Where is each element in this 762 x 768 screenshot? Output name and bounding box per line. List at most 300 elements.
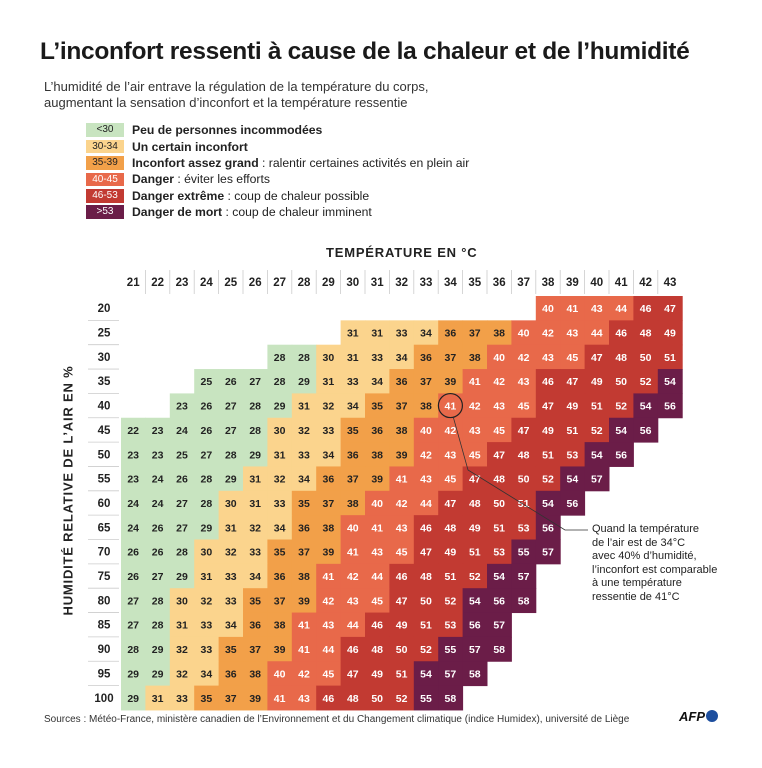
annotation-line: à une température bbox=[592, 577, 682, 589]
cell-value-label: 57 bbox=[444, 668, 457, 681]
cell-value-label: 54 bbox=[639, 400, 652, 413]
cell-value-label: 52 bbox=[395, 692, 408, 705]
cell-value-label: 38 bbox=[298, 571, 310, 584]
cell-value-label: 43 bbox=[346, 595, 359, 608]
cell-value-label: 26 bbox=[200, 400, 213, 413]
x-tick-label: 32 bbox=[395, 277, 408, 289]
cell-value-label: 45 bbox=[517, 400, 530, 413]
cell-value-label: 48 bbox=[517, 449, 530, 462]
cell-value-label: 41 bbox=[346, 546, 359, 559]
cell-value-label: 37 bbox=[420, 376, 432, 389]
y-tick-label: 25 bbox=[97, 327, 111, 340]
x-axis-title: TEMPÉRATURE EN °C bbox=[326, 245, 478, 260]
cell-value-label: 53 bbox=[517, 522, 530, 535]
x-tick-label: 22 bbox=[151, 277, 164, 289]
legend-label: Peu de personnes incommodées bbox=[132, 123, 323, 138]
cell-value-label: 49 bbox=[566, 400, 579, 413]
legend-swatch: 40-45 bbox=[86, 173, 124, 187]
cell-value-label: 31 bbox=[298, 400, 310, 413]
cell-value-label: 28 bbox=[127, 644, 140, 657]
x-tick-label: 27 bbox=[273, 277, 286, 289]
cell-value-label: 43 bbox=[371, 546, 384, 559]
cell-value-label: 46 bbox=[395, 571, 408, 584]
cell-value-label: 43 bbox=[298, 692, 310, 705]
cell-value-label: 36 bbox=[346, 449, 359, 462]
cell-value-label: 36 bbox=[444, 327, 457, 340]
cell-value-label: 22 bbox=[127, 424, 140, 437]
cell-value-label: 46 bbox=[346, 644, 359, 657]
annotation-line: ressentie de 41°C bbox=[592, 590, 680, 603]
x-tick-label: 31 bbox=[370, 277, 384, 289]
cell-value-label: 42 bbox=[468, 400, 481, 413]
cell-value-label: 54 bbox=[590, 449, 603, 462]
legend-label: Danger extrême bbox=[132, 188, 225, 203]
cell-value-label: 23 bbox=[176, 400, 188, 413]
cell-value-label: 35 bbox=[298, 497, 310, 510]
y-tick-label: 40 bbox=[97, 400, 111, 413]
cell-value-label: 41 bbox=[273, 692, 286, 705]
cell-value-label: 46 bbox=[615, 327, 628, 340]
cell-value-label: 54 bbox=[664, 376, 676, 389]
annotation-line: Quand la température bbox=[592, 523, 700, 535]
cell-value-label: 34 bbox=[273, 522, 286, 535]
cell-value-label: 28 bbox=[151, 619, 164, 632]
cell-value-label: 52 bbox=[590, 424, 603, 437]
cell-value-label: 48 bbox=[468, 497, 481, 510]
cell-value-label: 52 bbox=[639, 376, 652, 389]
x-tick-label: 30 bbox=[346, 277, 360, 289]
cell-value-label: 33 bbox=[200, 644, 213, 657]
cell-value-label: 41 bbox=[371, 522, 384, 535]
cell-value-label: 41 bbox=[298, 619, 310, 632]
cell-value-label: 31 bbox=[371, 327, 384, 340]
chart-title: L’inconfort ressenti à cause de la chaleur et de l’humidité bbox=[40, 38, 690, 65]
cell-value-label: 47 bbox=[590, 351, 603, 364]
cell-value-label: 27 bbox=[176, 497, 188, 510]
legend-label: Inconfort assez grand bbox=[132, 155, 259, 170]
cell-value-label: 27 bbox=[200, 449, 213, 462]
cell-value-label: 46 bbox=[639, 303, 652, 316]
cell-value-label: 32 bbox=[176, 668, 188, 681]
cell-value-label: 42 bbox=[322, 595, 335, 608]
cell-value-label: 29 bbox=[127, 668, 140, 681]
cell-value-label: 47 bbox=[444, 497, 457, 510]
cell-value-label: 36 bbox=[249, 619, 262, 632]
cell-value-label: 54 bbox=[542, 497, 554, 510]
cell-value-label: 24 bbox=[127, 497, 140, 510]
cell-value-label: 56 bbox=[566, 497, 579, 510]
cell-value-label: 56 bbox=[468, 619, 481, 632]
cell-value-label: 49 bbox=[542, 424, 554, 437]
cell-value-label: 53 bbox=[566, 449, 579, 462]
cell-value-label: 27 bbox=[224, 424, 237, 437]
cell-value-label: 52 bbox=[615, 400, 628, 413]
subtitle-line: augmentant la sensation d’inconfort et la température ressentie bbox=[44, 95, 408, 110]
cell-value-label: 29 bbox=[249, 449, 262, 462]
cell-value-label: 40 bbox=[420, 424, 432, 437]
cell-value-label: 40 bbox=[371, 497, 384, 510]
cell-value-label: 33 bbox=[249, 546, 262, 559]
cell-value-label: 51 bbox=[566, 424, 579, 437]
subtitle-line: L’humidité de l’air entrave la régulation de la température du corps, bbox=[44, 79, 429, 94]
cell-value-label: 44 bbox=[346, 619, 359, 632]
cell-value-label: 42 bbox=[542, 327, 554, 340]
cell-value-label: 51 bbox=[468, 546, 481, 559]
cell-value-label: 47 bbox=[664, 303, 676, 316]
cell-value-label: 47 bbox=[395, 595, 408, 608]
y-tick-label: 65 bbox=[97, 522, 111, 535]
cell-value-label: 32 bbox=[322, 400, 335, 413]
cell-value-label: 50 bbox=[395, 644, 408, 657]
cell-value-label: 45 bbox=[444, 473, 457, 486]
cell-value-label: 34 bbox=[249, 571, 262, 584]
cell-value-label: 36 bbox=[298, 522, 310, 535]
cell-value-label: 29 bbox=[151, 668, 164, 681]
cell-value-label: 32 bbox=[200, 595, 213, 608]
cell-value-label: 33 bbox=[322, 424, 335, 437]
cell-value-label: 33 bbox=[176, 692, 188, 705]
cell-value-label: 23 bbox=[151, 449, 164, 462]
cell-value-label: 30 bbox=[176, 595, 188, 608]
cell-value-label: 28 bbox=[273, 376, 286, 389]
cell-value-label: 39 bbox=[273, 644, 286, 657]
cell-value-label: 44 bbox=[590, 327, 603, 340]
annotation-note bbox=[592, 523, 717, 604]
cell-value-label: 51 bbox=[590, 400, 603, 413]
cell-value-label: 29 bbox=[176, 571, 188, 584]
cell-value-label: 33 bbox=[224, 571, 237, 584]
x-tick-label: 33 bbox=[419, 277, 433, 289]
cell-value-label: 34 bbox=[420, 327, 432, 340]
x-tick-label: 39 bbox=[566, 277, 579, 289]
cell-value-label: 34 bbox=[298, 473, 310, 486]
cell-value-label: 27 bbox=[127, 619, 140, 632]
cell-value-label: 41 bbox=[444, 400, 457, 413]
cell-value-label: 38 bbox=[273, 619, 286, 632]
cell-value-label: 52 bbox=[468, 571, 481, 584]
cell-value-label: 26 bbox=[127, 571, 140, 584]
cell-value-label: 39 bbox=[298, 595, 310, 608]
cell-value-label: 34 bbox=[371, 376, 384, 389]
cell-value-label: 50 bbox=[615, 376, 628, 389]
logo-text: AFP bbox=[679, 709, 705, 724]
cell-value-label: 38 bbox=[493, 327, 506, 340]
cell-value-label: 26 bbox=[176, 473, 188, 486]
cell-value-label: 39 bbox=[322, 546, 335, 559]
cell-value-label: 42 bbox=[493, 376, 506, 389]
cell-value-label: 50 bbox=[517, 473, 530, 486]
cell-value-label: 24 bbox=[176, 424, 188, 437]
x-tick-label: 26 bbox=[248, 277, 262, 289]
cell-value-label: 29 bbox=[200, 522, 213, 535]
cell-value-label: 30 bbox=[200, 546, 213, 559]
cell-value-label: 28 bbox=[200, 497, 213, 510]
legend-label: Danger bbox=[132, 172, 174, 187]
cell-value-label: 50 bbox=[493, 497, 506, 510]
cell-value-label: 23 bbox=[127, 473, 140, 486]
y-tick-label: 20 bbox=[97, 303, 111, 316]
x-tick-label: 24 bbox=[200, 277, 213, 289]
cell-value-label: 39 bbox=[249, 692, 262, 705]
cell-value-label: 37 bbox=[395, 400, 408, 413]
cell-value-label: 41 bbox=[322, 571, 335, 584]
cell-value-label: 38 bbox=[371, 449, 384, 462]
cell-value-label: 57 bbox=[590, 473, 603, 486]
y-tick-label: 30 bbox=[97, 351, 111, 364]
cell-value-label: 42 bbox=[420, 449, 432, 462]
legend-swatch: 30-34 bbox=[86, 140, 124, 154]
cell-value-label: 49 bbox=[371, 668, 384, 681]
cell-value-label: 38 bbox=[468, 351, 481, 364]
x-tick-label: 37 bbox=[517, 277, 530, 289]
cell-value-label: 53 bbox=[444, 619, 457, 632]
cell-value-label: 35 bbox=[371, 400, 384, 413]
cell-value-label: 31 bbox=[176, 619, 188, 632]
legend-swatch: <30 bbox=[86, 123, 124, 137]
cell-value-label: 28 bbox=[298, 351, 310, 364]
cell-value-label: 47 bbox=[346, 668, 359, 681]
cell-value-label: 49 bbox=[468, 522, 481, 535]
legend-detail: : ralentir certaines activités en plein air bbox=[258, 155, 470, 170]
cell-value-label: 28 bbox=[249, 400, 262, 413]
cell-value-label: 25 bbox=[176, 449, 188, 462]
cell-value-label: 56 bbox=[664, 400, 676, 413]
cell-value-label: 39 bbox=[444, 376, 457, 389]
x-tick-label: 21 bbox=[126, 277, 140, 289]
cell-value-label: 48 bbox=[420, 571, 432, 584]
cell-value-label: 45 bbox=[371, 595, 384, 608]
cell-value-label: 30 bbox=[224, 497, 237, 510]
cell-value-label: 37 bbox=[444, 351, 457, 364]
cell-value-label: 43 bbox=[590, 303, 603, 316]
cell-value-label: 47 bbox=[420, 546, 432, 559]
cell-value-label: 27 bbox=[249, 376, 262, 389]
cell-value-label: 38 bbox=[395, 424, 408, 437]
x-tick-label: 36 bbox=[492, 277, 506, 289]
cell-value-label: 29 bbox=[127, 692, 140, 705]
cell-value-label: 52 bbox=[420, 644, 432, 657]
x-tick-label: 35 bbox=[468, 277, 482, 289]
cell-value-label: 43 bbox=[444, 449, 457, 462]
cell-value-label: 56 bbox=[493, 595, 506, 608]
cell-value-label: 51 bbox=[664, 351, 676, 364]
cell-value-label: 46 bbox=[420, 522, 432, 535]
cell-value-label: 33 bbox=[273, 497, 286, 510]
cell-value-label: 36 bbox=[273, 571, 286, 584]
cell-value-label: 33 bbox=[224, 595, 237, 608]
cell-value-label: 28 bbox=[200, 473, 213, 486]
cell-value-label: 34 bbox=[395, 351, 408, 364]
cell-value-label: 54 bbox=[420, 668, 432, 681]
cell-value-label: 47 bbox=[517, 424, 530, 437]
cell-value-label: 58 bbox=[517, 595, 530, 608]
cell-value-label: 33 bbox=[298, 449, 310, 462]
cell-value-label: 31 bbox=[322, 376, 335, 389]
y-tick-label: 85 bbox=[97, 619, 111, 632]
cell-value-label: 33 bbox=[371, 351, 384, 364]
cell-value-label: 57 bbox=[517, 571, 530, 584]
cell-value-label: 56 bbox=[542, 522, 554, 535]
cell-value-label: 45 bbox=[322, 668, 335, 681]
source-note: Sources : Météo-France, ministère canadien de l’Environnement et du Changement climatique (indice Humidex), université de Liège bbox=[44, 714, 630, 725]
cell-value-label: 58 bbox=[468, 668, 481, 681]
cell-value-label: 40 bbox=[346, 522, 359, 535]
cell-value-label: 28 bbox=[273, 351, 286, 364]
cell-value-label: 34 bbox=[322, 449, 335, 462]
x-tick-label: 28 bbox=[297, 277, 311, 289]
cell-value-label: 26 bbox=[151, 522, 164, 535]
legend-detail: : coup de chaleur imminent bbox=[222, 205, 372, 220]
cell-value-label: 46 bbox=[542, 376, 554, 389]
cell-value-label: 27 bbox=[224, 400, 237, 413]
cell-value-label: 33 bbox=[346, 376, 359, 389]
cell-value-label: 51 bbox=[395, 668, 408, 681]
y-tick-label: 50 bbox=[97, 449, 111, 462]
cell-value-label: 51 bbox=[542, 449, 554, 462]
cell-value-label: 57 bbox=[468, 644, 481, 657]
cell-value-label: 27 bbox=[151, 571, 164, 584]
logo-dot-icon bbox=[706, 710, 718, 722]
cell-value-label: 50 bbox=[371, 692, 384, 705]
cell-value-label: 49 bbox=[444, 546, 457, 559]
cell-value-label: 55 bbox=[420, 692, 432, 705]
cell-value-label: 23 bbox=[127, 449, 140, 462]
legend-swatch: 35-39 bbox=[86, 156, 124, 170]
x-tick-label: 42 bbox=[639, 277, 652, 289]
cell-value-label: 42 bbox=[444, 424, 457, 437]
legend-detail: : coup de chaleur possible bbox=[224, 188, 370, 203]
cell-value-label: 43 bbox=[395, 522, 408, 535]
cell-value-label: 37 bbox=[346, 473, 359, 486]
cell-value-label: 32 bbox=[273, 473, 286, 486]
cell-value-label: 31 bbox=[224, 522, 237, 535]
cell-value-label: 32 bbox=[298, 424, 310, 437]
cell-value-label: 31 bbox=[249, 497, 262, 510]
cell-value-label: 38 bbox=[322, 522, 335, 535]
cell-value-label: 44 bbox=[615, 303, 628, 316]
x-tick-label: 41 bbox=[614, 277, 628, 289]
cell-value-label: 43 bbox=[468, 424, 481, 437]
legend-swatch: 46-53 bbox=[86, 189, 124, 203]
cell-value-label: 36 bbox=[420, 351, 432, 364]
cell-value-label: 35 bbox=[249, 595, 262, 608]
cell-value-label: 47 bbox=[468, 473, 481, 486]
cell-value-label: 36 bbox=[224, 668, 237, 681]
y-tick-label: 90 bbox=[97, 644, 111, 657]
cell-value-label: 40 bbox=[493, 351, 506, 364]
cell-value-label: 32 bbox=[224, 546, 237, 559]
cell-value-label: 55 bbox=[517, 546, 530, 559]
x-tick-label: 43 bbox=[663, 277, 677, 289]
cell-value-label: 37 bbox=[249, 644, 262, 657]
cell-value-label: 40 bbox=[273, 668, 286, 681]
annotation-line: avec 40% d’humidité, bbox=[592, 550, 697, 562]
cell-value-label: 48 bbox=[615, 351, 628, 364]
cell-value-label: 32 bbox=[249, 522, 262, 535]
cell-value-label: 49 bbox=[395, 619, 408, 632]
cell-value-label: 48 bbox=[444, 522, 457, 535]
cell-value-label: 38 bbox=[249, 668, 262, 681]
x-tick-label: 29 bbox=[322, 277, 335, 289]
x-tick-label: 38 bbox=[541, 277, 555, 289]
cell-value-label: 26 bbox=[151, 546, 164, 559]
cell-value-label: 49 bbox=[664, 327, 676, 340]
cell-value-label: 34 bbox=[200, 668, 213, 681]
cell-value-label: 57 bbox=[542, 546, 554, 559]
cell-value-label: 42 bbox=[517, 351, 530, 364]
cell-value-label: 31 bbox=[200, 571, 213, 584]
cell-value-label: 44 bbox=[322, 644, 335, 657]
legend-swatch: >53 bbox=[86, 205, 124, 219]
cell-value-label: 23 bbox=[151, 424, 164, 437]
cell-value-label: 34 bbox=[346, 400, 359, 413]
cell-value-label: 31 bbox=[249, 473, 262, 486]
y-tick-label: 80 bbox=[97, 595, 111, 608]
cell-value-label: 25 bbox=[200, 376, 213, 389]
y-axis-title: HUMIDITÉ RELATIVE DE L’AIR EN % bbox=[60, 365, 76, 616]
cell-value-label: 57 bbox=[493, 619, 506, 632]
cell-value-label: 44 bbox=[371, 571, 384, 584]
cell-value-label: 24 bbox=[151, 497, 164, 510]
cell-value-label: 39 bbox=[371, 473, 384, 486]
cell-value-label: 37 bbox=[298, 546, 310, 559]
y-tick-label: 45 bbox=[97, 424, 111, 437]
cell-value-label: 26 bbox=[224, 376, 237, 389]
cell-value-label: 42 bbox=[346, 571, 359, 584]
cell-value-label: 48 bbox=[371, 644, 384, 657]
cell-value-label: 36 bbox=[322, 473, 335, 486]
cell-value-label: 43 bbox=[517, 376, 530, 389]
cell-value-label: 42 bbox=[298, 668, 310, 681]
cell-value-label: 35 bbox=[346, 424, 359, 437]
cell-value-label: 43 bbox=[420, 473, 432, 486]
cell-value-label: 40 bbox=[542, 303, 554, 316]
x-tick-label: 25 bbox=[224, 277, 238, 289]
x-tick-label: 40 bbox=[590, 277, 604, 289]
cell-value-label: 54 bbox=[615, 424, 628, 437]
cell-value-label: 51 bbox=[420, 619, 432, 632]
y-tick-label: 75 bbox=[97, 571, 111, 584]
cell-value-label: 28 bbox=[249, 424, 262, 437]
cell-value-label: 45 bbox=[493, 424, 506, 437]
cell-value-label: 40 bbox=[517, 327, 530, 340]
cell-value-label: 39 bbox=[395, 449, 408, 462]
cell-value-label: 49 bbox=[590, 376, 603, 389]
cell-value-label: 34 bbox=[224, 619, 237, 632]
cell-value-label: 41 bbox=[298, 644, 310, 657]
cell-value-label: 43 bbox=[566, 327, 579, 340]
cell-value-label: 37 bbox=[468, 327, 481, 340]
cell-value-label: 48 bbox=[346, 692, 359, 705]
cell-value-label: 29 bbox=[224, 473, 237, 486]
cell-value-label: 36 bbox=[371, 424, 384, 437]
y-tick-label: 100 bbox=[94, 692, 114, 705]
cell-value-label: 38 bbox=[346, 497, 359, 510]
cell-value-label: 41 bbox=[468, 376, 481, 389]
afp-logo bbox=[679, 709, 718, 724]
cell-value-label: 47 bbox=[493, 449, 506, 462]
legend-detail: : éviter les efforts bbox=[174, 172, 270, 187]
cell-value-label: 26 bbox=[127, 546, 140, 559]
cell-value-label: 51 bbox=[517, 497, 530, 510]
cell-value-label: 54 bbox=[566, 473, 579, 486]
cell-value-label: 58 bbox=[444, 692, 457, 705]
cell-value-label: 48 bbox=[493, 473, 506, 486]
cell-value-label: 29 bbox=[298, 376, 310, 389]
cell-value-label: 51 bbox=[444, 571, 457, 584]
cell-value-label: 37 bbox=[224, 692, 237, 705]
cell-value-label: 31 bbox=[346, 351, 359, 364]
